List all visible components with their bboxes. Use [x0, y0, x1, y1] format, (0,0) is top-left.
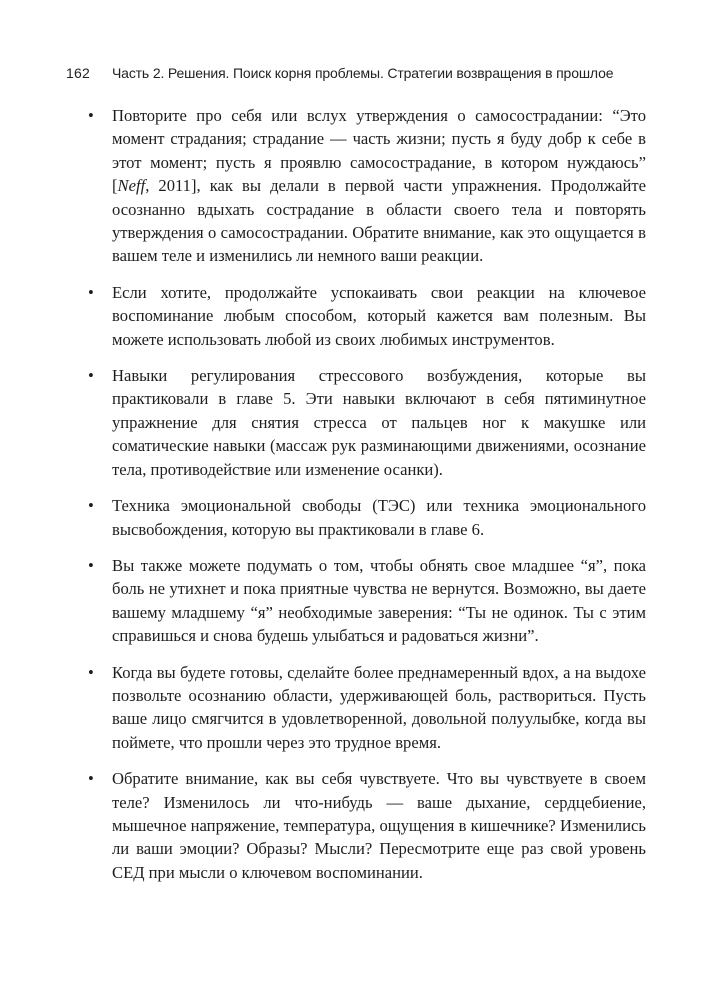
page-number: 162	[66, 65, 90, 81]
list-item-text: Когда вы будете готовы, сделайте более преднамеренный вдох, а на выдохе позвольте осознанию области, удерживающей боль, раствориться. Пусть ваше лицо смягчится в удовлетворенной, довольной полуулыбке, когда вы поймете, что прошли через это трудное время.	[112, 662, 646, 752]
list-item-text: Навыки регулирования стрессового возбуждения, которые вы практиковали в главе 5. Эти навыки включают в себя пятиминутное упражнение для снятия стресса от пальцев ног к макушке или соматические навыки (массаж рук разминающими движениями, осознание тела, противодействие или изменение осанки).	[112, 366, 646, 479]
list-item	[66, 494, 646, 541]
citation-author: Neff	[117, 176, 146, 196]
list-item-text: Если хотите, продолжайте успокаивать свои реакции на ключевое воспоминание любым способом, который кажется вам полезным. Вы можете использовать любой из своих любимых инструментов.	[112, 282, 646, 349]
bullet-marker: •	[88, 106, 94, 125]
chapter-title: Часть 2. Решения. Поиск корня проблемы. Стратегии возвращения в прошлое	[112, 65, 614, 81]
list-item	[66, 554, 646, 648]
list-item	[66, 767, 646, 884]
list-item	[66, 661, 646, 755]
running-header	[66, 64, 646, 82]
bullet-marker: •	[88, 662, 94, 682]
bullet-marker: •	[88, 769, 94, 789]
bullet-marker: •	[88, 366, 94, 386]
list-item	[66, 281, 646, 351]
list-item-text-part: , 2011], как вы делали в первой части упражнения. Продолжайте осознанно вдыхать сострадание в области своего тела и повторять утверждения о самосострадании. Обратите внимание, как это ощущается в вашем теле и изменились ли немного ваши реакции.	[112, 176, 646, 266]
list-item	[66, 104, 646, 268]
list-item-text: Техника эмоциональной свободы (ТЭС) или техника эмоционального высвобождения, которую вы практиковали в главе 6.	[112, 496, 646, 539]
bullet-marker: •	[88, 282, 94, 302]
list-item-text	[112, 106, 646, 265]
bullet-marker: •	[88, 555, 94, 575]
list-item-text: Обратите внимание, как вы себя чувствуете. Что вы чувствуете в своем теле? Изменилось ли что-нибудь — ваше дыхание, сердцебиение, мышечное напряжение, температура, ощущения в кишечнике? Изменились ли ваши эмоции? Образы? Мысли? Пересмотрите еще раз свой уровень СЕД при мысли о ключевом воспоминании.	[112, 769, 646, 882]
list-item-text-part: Повторите про себя или вслух утверждения о самосострадании: “Это момент страдания; страдание — часть жизни; пусть я буду добр к себе в этот момент; пусть я проявлю самосострадание, в котором нуждаюсь” [	[112, 106, 646, 196]
bullet-marker: •	[88, 496, 94, 516]
body-text	[66, 104, 646, 897]
list-item-text: Вы также можете подумать о том, чтобы обнять свое младшее “я”, пока боль не утихнет и пока приятные чувства не вернутся. Возможно, вы даете вашему младшему “я” необходимые заверения: “Ты не одинок. Ты с этим справишься и снова будешь улыбаться и радоваться жизни”.	[112, 555, 646, 646]
list-item	[66, 364, 646, 481]
